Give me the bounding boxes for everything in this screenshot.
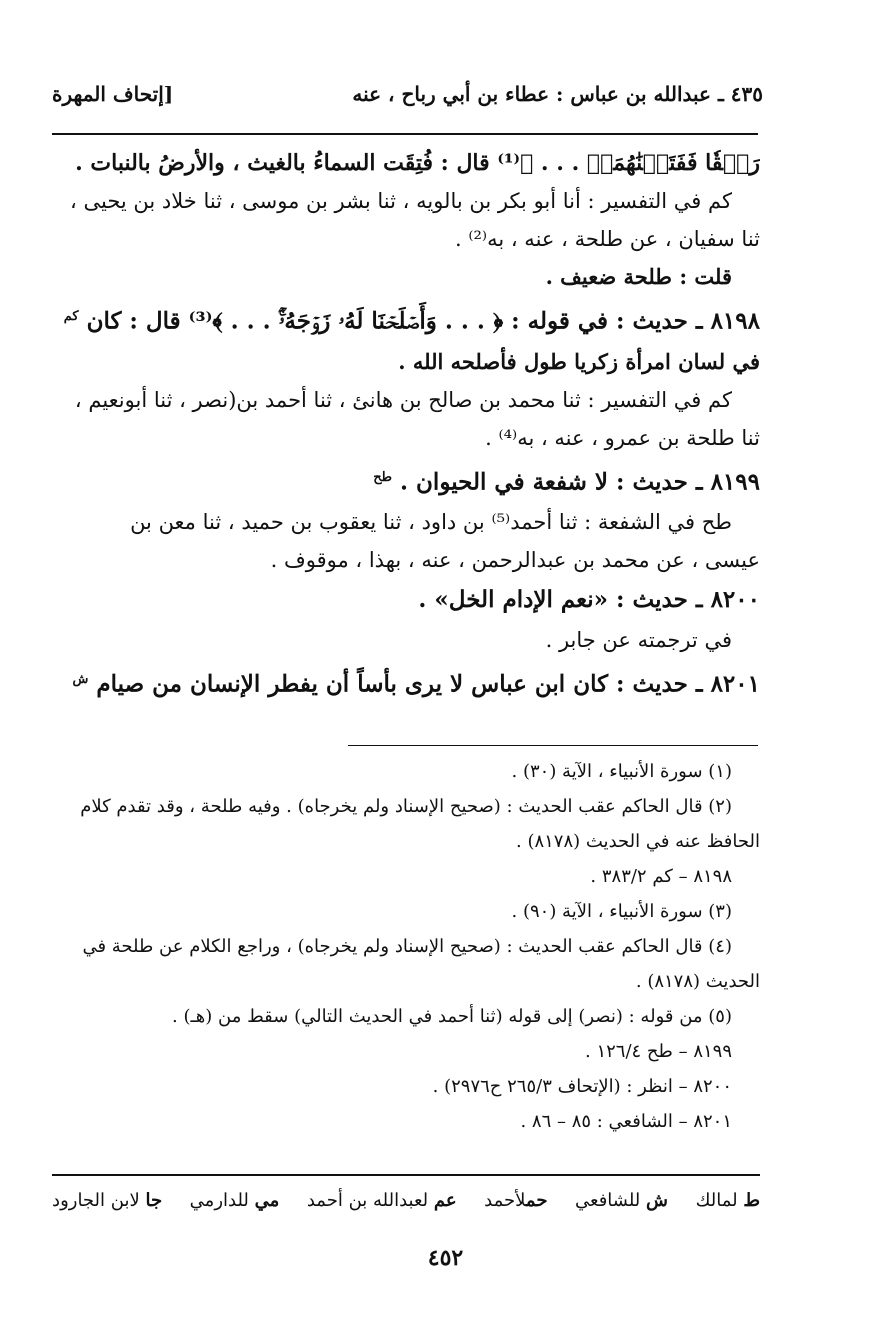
header-title: ٤٣٥ ـ عبدالله بن عباس : عطاء بن أبي رباح ، عنه bbox=[352, 82, 763, 106]
source-mark-th: طح bbox=[373, 469, 393, 485]
hadith-8198-line-2: في لسان امرأة زكريا طول فأصلحه الله . bbox=[398, 348, 760, 374]
legend-rule bbox=[52, 1174, 760, 1176]
main-text bbox=[52, 148, 760, 710]
legend-item: ط لمالك bbox=[695, 1190, 760, 1211]
source-ref-8201: ٨٢٠١ – الشافعي : ٨٥ – ٨٦ . bbox=[520, 1111, 732, 1132]
hadith-8198-line-1 bbox=[52, 300, 760, 339]
source-mark-km: كم bbox=[63, 309, 79, 324]
hadith-8201-line bbox=[52, 663, 760, 702]
header-rule bbox=[52, 133, 758, 135]
text-line-11: عيسى ، عن محمد بن عبدالرحمن ، عنه ، بهذا ، موقوف . bbox=[270, 548, 760, 573]
footnote-4-line-2: الحديث (٨١٧٨) . bbox=[635, 971, 760, 992]
header-book-title: [إتحاف المهرة bbox=[52, 82, 174, 106]
page-number: ٤٥٢ bbox=[427, 1245, 464, 1271]
source-ref-8199: ٨١٩٩ – طح ١٢٦/٤ . bbox=[585, 1041, 732, 1062]
footnote-5: (٥) من قوله : (نصر) إلى قوله (ثنا أحمد في الحديث التالي) سقط من (هـ) . bbox=[172, 1006, 732, 1027]
text-line-1: رَتۡقٗا فَفَتَقۡنَٰهُمَاۖ . . . ﴾⁽¹⁾ قال : فُتِقَت السماءُ بالغيث ، والأرضُ بالنبات . bbox=[75, 150, 760, 176]
hadith-8199-line bbox=[52, 461, 760, 500]
legend-item: ش للشافعي bbox=[575, 1190, 669, 1211]
hadith-8198-text: ٨١٩٨ ـ حديث : في قوله : ﴿ . . . وَأَصۡلَحۡنَا لَهُۥ زَوۡجَهُۥٓۚ . . . ﴾⁽³⁾ قال : كان bbox=[86, 307, 760, 335]
source-ref-8200: ٨٢٠٠ – انظر : (الإتحاف ٢٦٥/٣ ح٢٩٧٦) . bbox=[432, 1076, 732, 1097]
hadith-8200-line: ٨٢٠٠ ـ حديث : «نعم الإدام الخل» . bbox=[418, 586, 760, 614]
running-header bbox=[52, 82, 763, 122]
legend-item: عم لعبدالله بن أحمد bbox=[306, 1190, 457, 1211]
source-ref-8198: ٨١٩٨ – كم ٣٨٣/٢ . bbox=[590, 866, 732, 887]
footnote-2-line-1: (٢) قال الحاكم عقب الحديث : (صحيح الإسناد ولم يخرجاه) . وفيه طلحة ، وقد تقدم كلام bbox=[80, 796, 732, 817]
footnote-1: (١) سورة الأنبياء ، الآية (٣٠) . bbox=[511, 761, 732, 782]
footnote-rule bbox=[348, 745, 758, 746]
abbreviation-legend bbox=[52, 1187, 760, 1215]
text-line-10: طح في الشفعة : ثنا أحمد⁽⁵⁾ بن داود ، ثنا يعقوب بن حميد ، ثنا معن بن bbox=[130, 510, 732, 535]
legend-item: حملأحمد bbox=[484, 1190, 548, 1211]
footnotes bbox=[52, 758, 760, 1143]
hadith-8201-text: ٨٢٠١ ـ حديث : كان ابن عباس لا يرى بأساً أن يفطر الإنسان من صيام bbox=[96, 670, 760, 698]
text-line-13: في ترجمته عن جابر . bbox=[545, 628, 732, 653]
source-mark-sh: ش bbox=[72, 672, 89, 688]
text-line-7: كم في التفسير : ثنا محمد بن صالح بن هانئ ، ثنا أحمد بن(نصر ، ثنا أبونعيم ، bbox=[74, 387, 732, 412]
footnote-4-line-1: (٤) قال الحاكم عقب الحديث : (صحيح الإسناد ولم يخرجاه) ، وراجع الكلام عن طلحة في bbox=[82, 936, 732, 957]
legend-item: جا لابن الجارود bbox=[52, 1190, 163, 1211]
text-line-2: كم في التفسير : أنا أبو بكر بن بالويه ، ثنا بشر بن موسى ، ثنا خلاد بن يحيى ، bbox=[70, 189, 732, 213]
text-line-8: ثنا طلحة بن عمرو ، عنه ، به⁽⁴⁾ . bbox=[485, 425, 760, 450]
hadith-8199-text: ٨١٩٩ ـ حديث : لا شفعة في الحيوان . bbox=[400, 468, 760, 496]
text-line-3: ثنا سفيان ، عن طلحة ، عنه ، به⁽²⁾ . bbox=[454, 227, 760, 251]
footnote-3: (٣) سورة الأنبياء ، الآية (٩٠) . bbox=[511, 901, 732, 922]
footnote-2-line-2: الحافظ عنه في الحديث (٨١٧٨) . bbox=[516, 831, 760, 852]
legend-item: مي للدارمي bbox=[189, 1190, 280, 1211]
text-line-4: قلت : طلحة ضعيف . bbox=[545, 264, 732, 289]
